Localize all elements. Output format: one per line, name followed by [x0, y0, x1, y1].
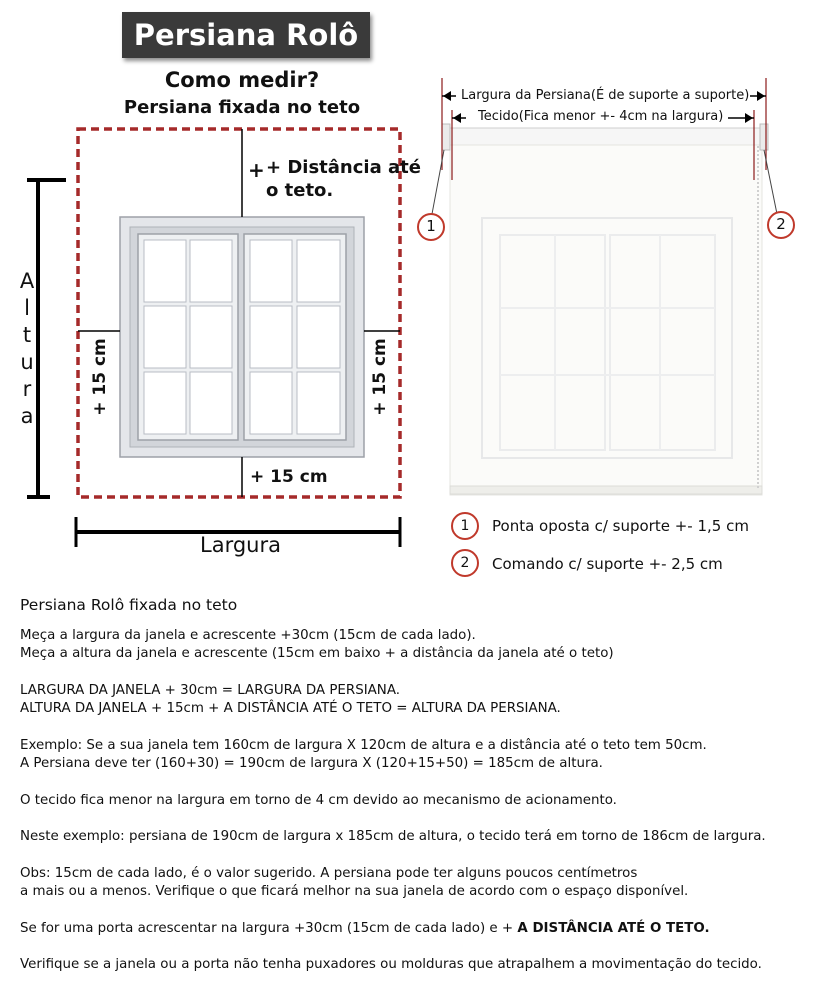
- instruction-line: [20, 920, 810, 939]
- marker-2-label: 2: [776, 215, 786, 233]
- bracket-left: [442, 124, 450, 150]
- instruction-line: Verifique se a janela ou a porta não tenha puxadores ou molduras que atrapalhem a movimentação do tecido.: [20, 957, 762, 972]
- instruction-line: ALTURA DA JANELA + 15cm + A DISTÂNCIA ATÉ O TETO = ALTURA DA PERSIANA.: [20, 701, 561, 716]
- left-margin-label: + 15 cm: [90, 338, 110, 416]
- door-instruction-bold: A DISTÂNCIA ATÉ O TETO.: [517, 920, 710, 936]
- blind-diagram: [410, 70, 810, 520]
- instruction-line: Obs: 15cm de cada lado, é o valor sugerido. A persiana pode ter alguns poucos centímetros: [20, 865, 638, 881]
- legend-2-number: 2: [451, 549, 479, 577]
- door-instruction: Se for uma porta acrescentar na largura +30cm (15cm de cada lado) e +: [20, 920, 518, 936]
- marker-1-label: 1: [426, 217, 436, 235]
- blind-width-label: Largura da Persiana(É de suporte a suporte): [461, 88, 750, 103]
- instruction-line: Meça a largura da janela e acrescente +30cm (15cm de cada lado).: [20, 627, 476, 643]
- plus-sign: +: [248, 158, 265, 182]
- measurement-diagram: [0, 0, 420, 570]
- height-letter: t: [22, 323, 32, 347]
- instructions-heading: Persiana Rolô fixada no teto: [20, 596, 238, 614]
- height-label: [14, 268, 40, 430]
- instruction-line: Neste exemplo: persiana de 190cm de largura x 185cm de altura, o tecido terá em torno de 186cm de largura.: [20, 829, 766, 844]
- instruction-line: Exemplo: Se a sua janela tem 160cm de largura X 120cm de altura e a distância até o teto tem 50cm.: [20, 737, 707, 753]
- bottom-margin-label: + 15 cm: [250, 467, 328, 487]
- height-letter: l: [24, 296, 30, 320]
- height-letter: A: [19, 269, 35, 293]
- instructions-block: [20, 596, 810, 975]
- height-letter: u: [20, 350, 34, 374]
- legend-2-text: Comando c/ suporte +- 2,5 cm: [492, 555, 723, 573]
- height-letter: r: [22, 377, 32, 401]
- bottom-bar: [450, 486, 762, 494]
- legend-1-number: 1: [451, 512, 479, 540]
- instruction-line: O tecido fica menor na largura em torno de 4 cm devido ao mecanismo de acionamento.: [20, 792, 617, 808]
- legend-1-text: Ponta oposta c/ suporte +- 1,5 cm: [492, 517, 749, 535]
- instruction-line: Meça a altura da janela e acrescente (15cm em baixo + a distância da janela até o teto): [20, 646, 614, 661]
- roller-tube: [446, 128, 764, 146]
- bracket-right: [760, 124, 768, 150]
- width-label: Largura: [200, 533, 281, 557]
- subtitle-how-to-measure: Como medir?: [164, 68, 320, 92]
- ceiling-distance-label-2: o teto.: [266, 180, 334, 201]
- window-illustration: [120, 217, 364, 457]
- right-margin-label: + 15 cm: [370, 338, 390, 416]
- fabric-width-label: Tecido(Fica menor +- 4cm na largura): [478, 109, 724, 124]
- ceiling-distance-label-1: + Distância até: [266, 157, 421, 178]
- instruction-line: LARGURA DA JANELA + 30cm = LARGURA DA PERSIANA.: [20, 682, 400, 698]
- instruction-line: A Persiana deve ter (160+30) = 190cm de largura X (120+15+50) = 185cm de altura.: [20, 756, 603, 771]
- instruction-line: a mais ou a menos. Verifique o que ficará melhor na sua janela de acordo com o espaço disponível.: [20, 884, 689, 899]
- height-letter: a: [20, 404, 34, 428]
- subtitle-ceiling-mounted: Persiana fixada no teto: [123, 97, 361, 118]
- page-title: Persiana Rolô: [122, 12, 370, 58]
